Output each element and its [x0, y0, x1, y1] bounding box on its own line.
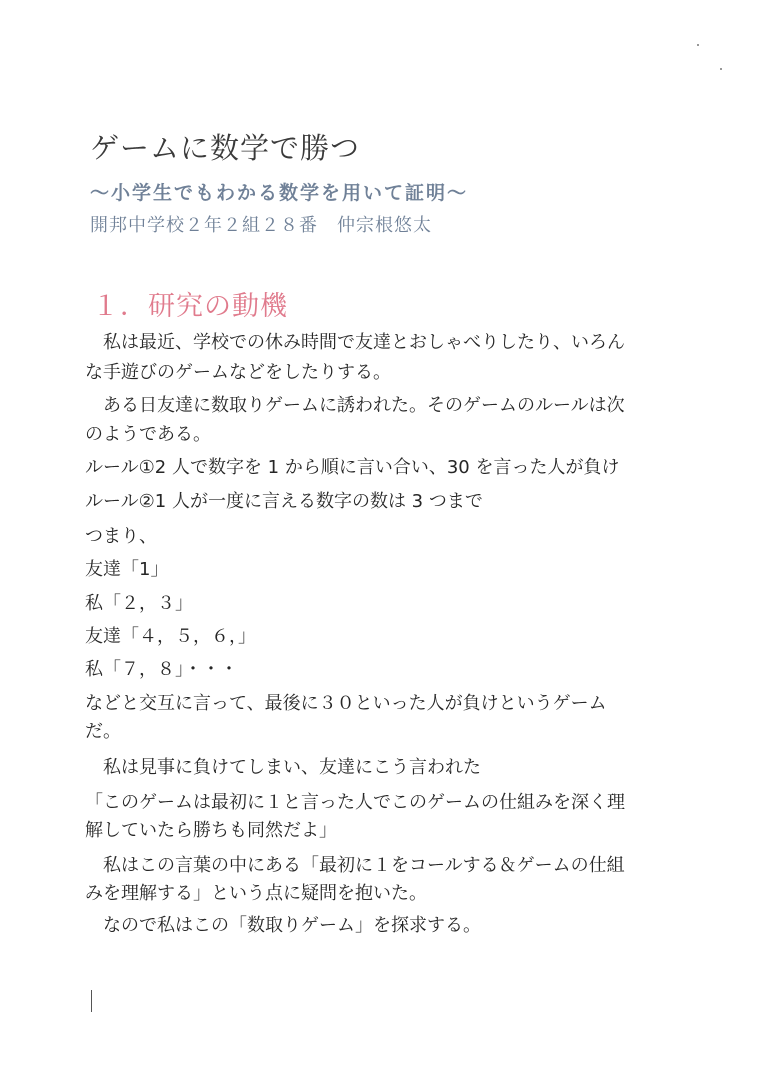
- paragraph-line: ある日友達に数取りゲームに誘われた。そのゲームのルールは次: [103, 395, 625, 416]
- document-title: ゲームに数学で勝つ: [90, 131, 361, 165]
- paragraph-line: 私は最近、学校での休み時間で友達とおしゃべりしたり、いろん: [103, 332, 625, 353]
- paragraph-line: な手遊びのゲームなどをしたりする。: [85, 362, 391, 383]
- dialogue-line: 私「２，３」: [85, 593, 193, 614]
- dialogue-line: 友達「1」: [85, 559, 169, 580]
- paragraph-line: みを理解する」という点に疑問を抱いた。: [85, 883, 427, 904]
- author-line: 開邦中学校２年２組２８番 仲宗根悠太: [90, 215, 432, 236]
- section-heading: １．研究の動機: [92, 291, 288, 322]
- rule-line: ルール①2 人で数字を 1 から順に言い合い、30 を言った人が負け: [85, 457, 620, 478]
- paragraph-line: なので私はこの「数取りゲーム」を探求する。: [103, 915, 481, 936]
- dialogue-line: 友達「４，５，６，」: [85, 626, 256, 647]
- paragraph-line: つまり、: [85, 526, 157, 547]
- paragraph-line: 私はこの言葉の中にある「最初に１をコールする＆ゲームの仕組: [103, 855, 625, 876]
- paragraph-line: 私は見事に負けてしまい、友達にこう言われた: [103, 757, 481, 778]
- paragraph-line: のようである。: [85, 424, 211, 445]
- quote-line: 「このゲームは最初に１と言った人でこのゲームの仕組みを深く理: [85, 792, 625, 813]
- paragraph-line: などと交互に言って、最後に３０といった人が負けというゲーム: [85, 693, 607, 714]
- dialogue-line: 私「７，８」・・・: [85, 659, 238, 680]
- quote-line: 解していたら勝ちも同然だよ」: [85, 820, 337, 841]
- document-subtitle: 〜小学生でもわかる数学を用いて証明〜: [90, 182, 469, 204]
- rule-line: ルール②1 人が一度に言える数字の数は 3 つまで: [85, 491, 483, 512]
- scan-speck: [697, 44, 699, 46]
- margin-mark: [91, 990, 92, 1012]
- paragraph-line: だ。: [85, 721, 121, 742]
- scan-speck: [720, 68, 722, 70]
